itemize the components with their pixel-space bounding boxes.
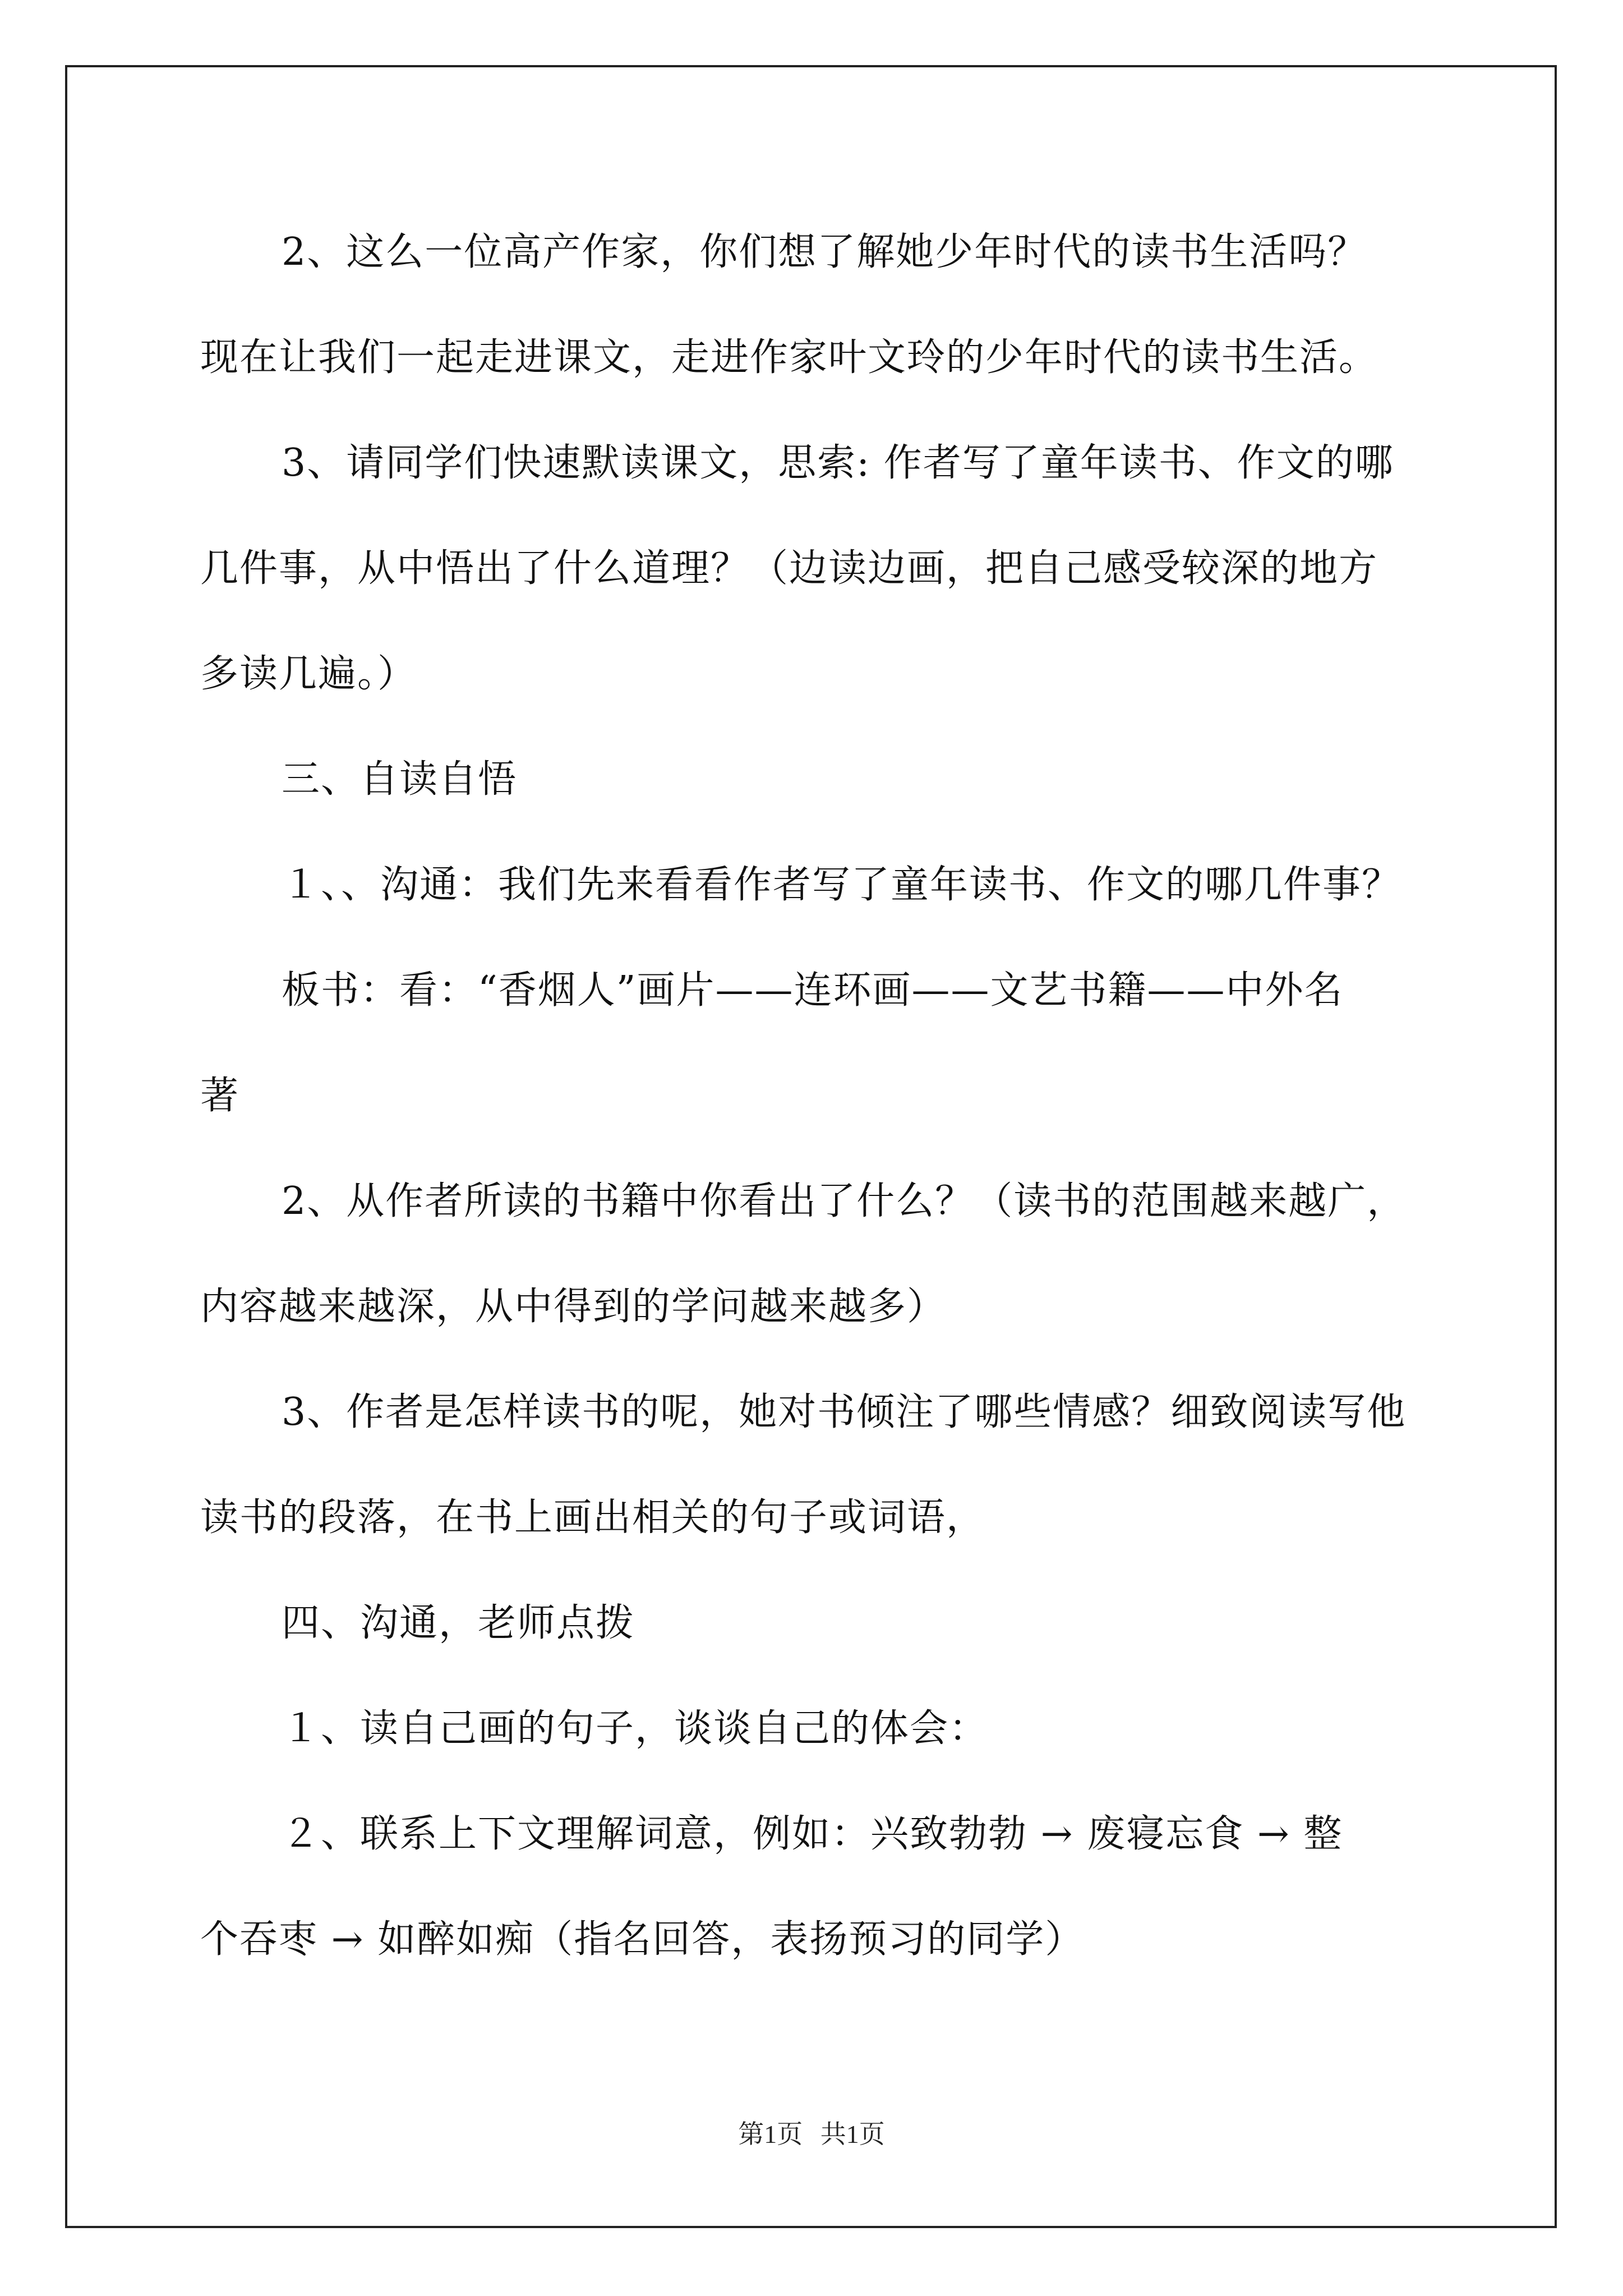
paragraph-line: 著: [200, 1074, 240, 1118]
page-footer: [0, 2118, 1623, 2151]
paragraph-line: 2、这么一位高产作家，你们想了解她少年时代的读书生活吗？: [282, 230, 1367, 274]
paragraph-line: 2、从作者所读的书籍中你看出了什么？（读书的范围越来越广，: [282, 1179, 1407, 1223]
paragraph-line: １、、沟通：我们先来看看作者写了童年读书、作文的哪几件事？: [282, 863, 1401, 907]
paragraph-line: 多读几遍。）: [200, 652, 417, 696]
paragraph-line: 3、作者是怎样读书的呢，她对书倾注了哪些情感？细致阅读写他: [282, 1390, 1407, 1434]
paragraph-line: ２、联系上下文理解词意，例如：兴致勃勃 → 废寝忘食 → 整: [282, 1812, 1343, 1856]
paragraph-line: 个吞枣 → 如醉如痴（指名回答，表扬预习的同学）: [200, 1917, 1085, 1962]
paragraph-line: 现在让我们一起走进课文，走进作家叶文玲的少年时代的读书生活。: [200, 335, 1378, 380]
paragraph-line: 板书：看：“香烟人”画片——连环画——文艺书籍——中外名: [282, 968, 1344, 1013]
section-heading: 三、自读自悟: [282, 757, 518, 802]
paragraph-line: 几件事，从中悟出了什么道理？（边读边画，把自己感受较深的地方: [200, 546, 1378, 591]
paragraph-line: 3、请同学们快速默读课文，思索: 作者写了童年读书、作文的哪: [282, 441, 1394, 485]
page-number-total: 共1页: [820, 2120, 885, 2148]
page-number-current: 第1页: [738, 2120, 803, 2148]
paragraph-line: 读书的段落，在书上画出相关的句子或词语，: [200, 1496, 986, 1540]
paragraph-line: １、读自己画的句子，谈谈自己的体会：: [282, 1706, 989, 1751]
paragraph-line: 内容越来越深，从中得到的学问越来越多）: [200, 1285, 947, 1329]
section-heading: 四、沟通，老师点拨: [282, 1601, 635, 1645]
